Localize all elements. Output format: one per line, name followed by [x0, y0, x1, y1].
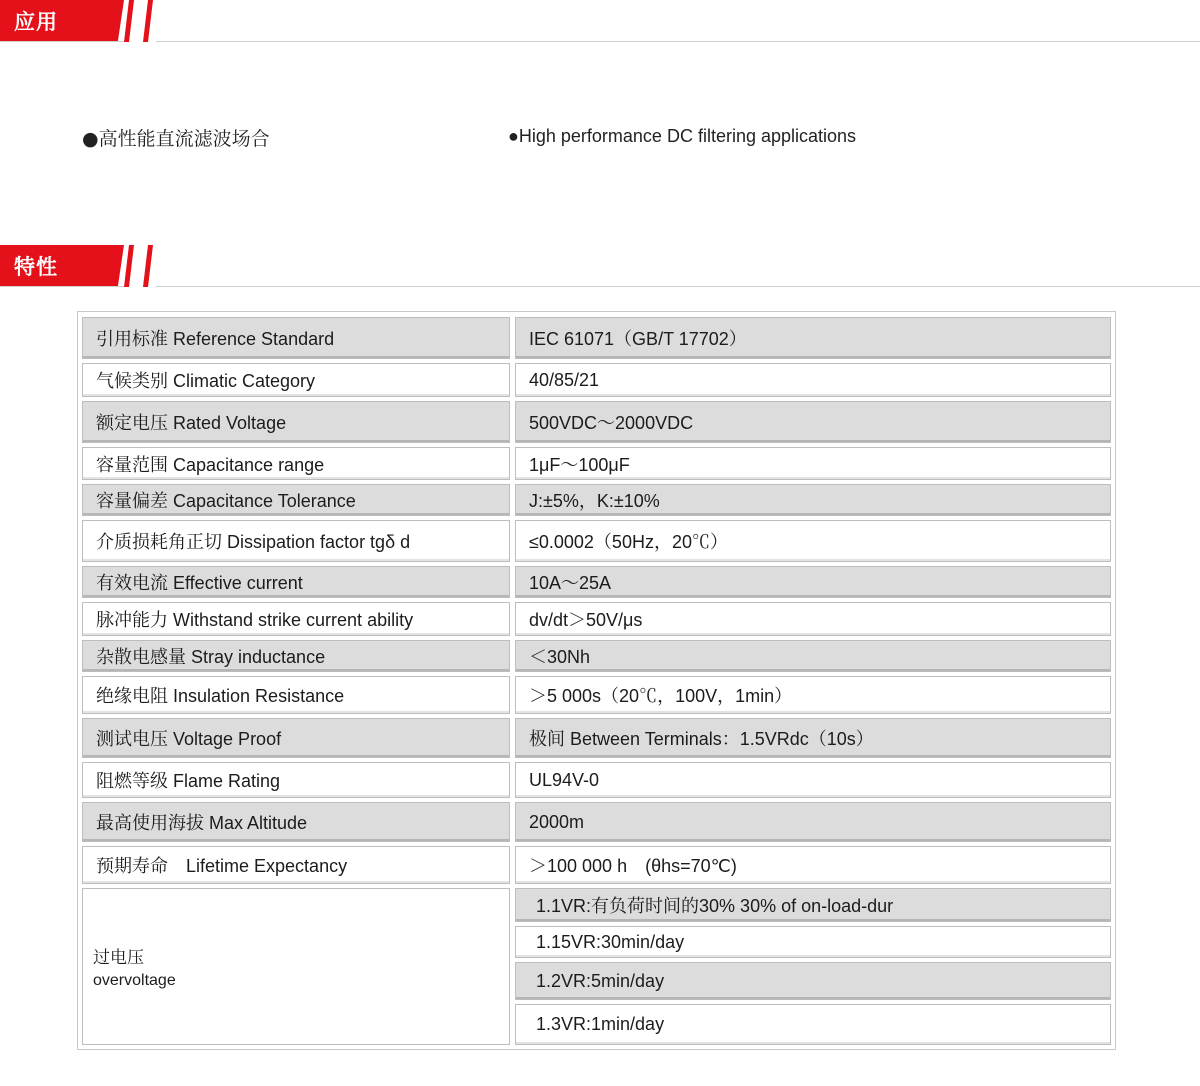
overvoltage-value: 1.1VR:有负荷时间的30% 30% of on-load-dur — [515, 888, 1111, 922]
spec-value: IEC 61071（GB/T 17702） — [515, 317, 1111, 359]
slash-decoration — [143, 0, 153, 42]
slash-decoration — [124, 0, 134, 42]
spec-value: J:±5%，K:±10% — [515, 484, 1111, 516]
overvoltage-value: 1.2VR:5min/day — [515, 962, 1111, 1000]
section-title: 应用 — [14, 10, 58, 34]
spec-label: 额定电压 Rated Voltage — [82, 401, 510, 443]
spec-value: 1μF～100μF — [515, 447, 1111, 480]
spec-label: 引用标准 Reference Standard — [82, 317, 510, 359]
spec-label: 容量偏差 Capacitance Tolerance — [82, 484, 510, 516]
spec-value: UL94V-0 — [515, 762, 1111, 798]
overvoltage-label-en: overvoltage — [93, 972, 176, 989]
spec-value: 2000m — [515, 802, 1111, 842]
spec-label: 容量范围 Capacitance range — [82, 447, 510, 480]
slash-decoration — [124, 245, 134, 287]
spec-value: 40/85/21 — [515, 363, 1111, 397]
divider — [0, 41, 124, 42]
overvoltage-label — [82, 888, 510, 1045]
spec-value: ≤0.0002（50Hz，20℃） — [515, 520, 1111, 562]
overvoltage-value: 1.15VR:30min/day — [515, 926, 1111, 958]
spec-label: 脉冲能力 Withstand strike current ability — [82, 602, 510, 636]
section-header-features — [0, 245, 1200, 289]
spec-label: 阻燃等级 Flame Rating — [82, 762, 510, 798]
spec-label: 测试电压 Voltage Proof — [82, 718, 510, 758]
spec-value: dv/dt＞50V/μs — [515, 602, 1111, 636]
slash-decoration — [143, 245, 153, 287]
spec-label: 杂散电感量 Stray inductance — [82, 640, 510, 672]
spec-label: 绝缘电阻 Insulation Resistance — [82, 676, 510, 714]
application-item-cn: ●高性能直流滤波场合 — [82, 128, 270, 150]
spec-label: 气候类别 Climatic Category — [82, 363, 510, 397]
spec-value: 极间 Between Terminals：1.5VRdc（10s） — [515, 718, 1111, 758]
section-title: 特性 — [14, 255, 58, 279]
divider — [0, 286, 124, 287]
spec-value: 500VDC～2000VDC — [515, 401, 1111, 443]
spec-label: 有效电流 Effective current — [82, 566, 510, 598]
spec-label: 预期寿命 Lifetime Expectancy — [82, 846, 510, 884]
divider — [156, 41, 1200, 42]
section-header-application — [0, 0, 1200, 44]
spec-table — [77, 311, 1116, 1050]
spec-value: ＜30Nh — [515, 640, 1111, 672]
application-item-en: ●High performance DC filtering applications — [508, 126, 857, 146]
spec-value: ＞100 000 h (θhs=70℃) — [515, 846, 1111, 884]
overvoltage-value: 1.3VR:1min/day — [515, 1004, 1111, 1045]
spec-label: 介质损耗角正切 Dissipation factor tgδ d — [82, 520, 510, 562]
spec-value: 10A～25A — [515, 566, 1111, 598]
spec-label: 最高使用海拔 Max Altitude — [82, 802, 510, 842]
overvoltage-label-cn: 过电压 — [93, 948, 144, 968]
divider — [156, 286, 1200, 287]
spec-value: ＞5 000s（20℃，100V，1min） — [515, 676, 1111, 714]
